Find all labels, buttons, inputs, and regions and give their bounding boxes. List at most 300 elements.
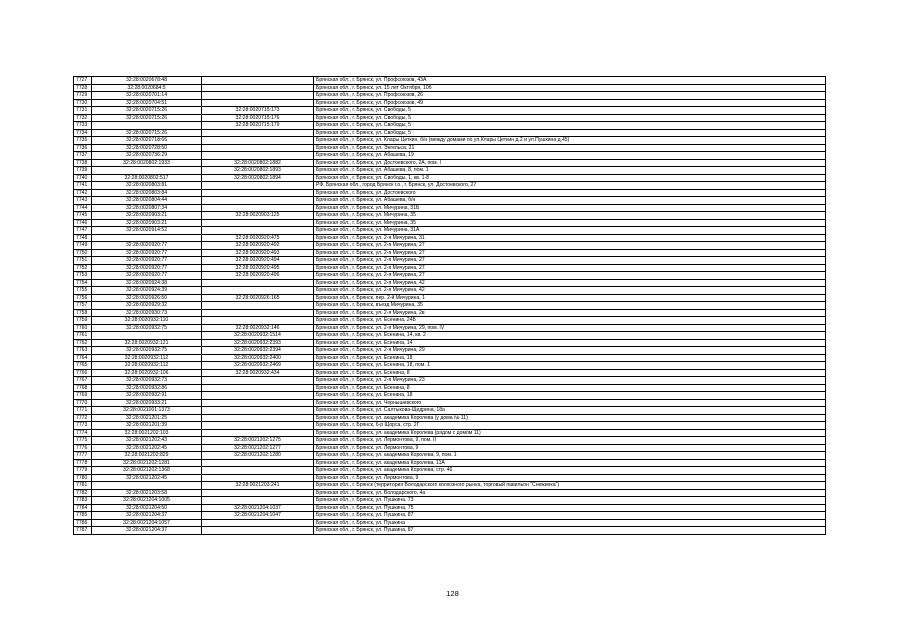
land-cadastral-number: 32:28:0020932:106: [92, 369, 202, 377]
table-row: [74, 504, 826, 512]
table-row: [74, 452, 826, 460]
building-cadastral-number: [202, 77, 314, 85]
address: Брянская обл., г. Брянск, ул. 2-я Мичурина, 27: [314, 249, 826, 257]
row-number: 7784: [74, 504, 92, 512]
land-cadastral-number: 32:28:0020803:84: [92, 189, 202, 197]
address: Брянская обл., г. Брянск, ул. академика Королева, 9, пом. 1: [314, 452, 826, 460]
address: Брянская обл., г. Брянск, ул. 2-я Мичурина, 2в: [314, 309, 826, 317]
table-row: [74, 114, 826, 122]
land-cadastral-number: 32:28:0020932:86: [92, 384, 202, 392]
address: Брянская обл., г. Брянск, ул. 2-я Мичурина, 42: [314, 279, 826, 287]
land-cadastral-number: 32:28:0021202:43: [92, 437, 202, 445]
land-cadastral-number: [92, 122, 202, 130]
address: Брянская обл., г. Брянск, ул. Свободы, 5: [314, 122, 826, 130]
row-number: 7729: [74, 92, 92, 100]
building-cadastral-number: 32:28:0020715:173: [202, 107, 314, 115]
land-cadastral-number: 32:28:0020803:81: [92, 182, 202, 190]
row-number: 7748: [74, 234, 92, 242]
building-cadastral-number: [202, 204, 314, 212]
address: Брянская обл., г. Брянск, ул. Салтыкова-Щедрина, 18а: [314, 407, 826, 415]
table-row: [74, 144, 826, 152]
row-number: 7786: [74, 519, 92, 527]
table-row: [74, 437, 826, 445]
building-cadastral-number: [202, 129, 314, 137]
address: Брянская обл., г. Брянск, ул. Профсоюзов, 26: [314, 92, 826, 100]
row-number: 7782: [74, 489, 92, 497]
land-cadastral-number: 32:28:0021202:103: [92, 429, 202, 437]
address: Брянская обл., г. Брянск, ул. Мичурина, 35: [314, 212, 826, 220]
land-cadastral-number: 32:28:0021201:39: [92, 422, 202, 430]
table-row: [74, 429, 826, 437]
address: Брянская обл., г. Брянск, ул. академика Королева (у дома № 11): [314, 414, 826, 422]
row-number: 7735: [74, 137, 92, 145]
table-row: [74, 317, 826, 325]
land-cadastral-number: 32:28:0020932:91: [92, 392, 202, 400]
table-row: [74, 287, 826, 295]
address: Брянская обл., г. Брянск, ул. Мичурина, 35: [314, 219, 826, 227]
table-row: [74, 407, 826, 415]
building-cadastral-number: 32:28:0020715:176: [202, 114, 314, 122]
land-cadastral-number: 32:28:0020920:77: [92, 272, 202, 280]
building-cadastral-number: 32:28:0021202:1280: [202, 452, 314, 460]
row-number: 7769: [74, 392, 92, 400]
table-row: [74, 474, 826, 482]
table-row: [74, 122, 826, 130]
table-row: [74, 189, 826, 197]
land-cadastral-number: [92, 234, 202, 242]
building-cadastral-number: [202, 279, 314, 287]
table-row: [74, 234, 826, 242]
table-row: [74, 377, 826, 385]
row-number: 7756: [74, 294, 92, 302]
building-cadastral-number: 32:28:0020932:2469: [202, 362, 314, 370]
land-cadastral-number: 32:28:0021203:58: [92, 489, 202, 497]
row-number: 7758: [74, 309, 92, 317]
address: Брянская обл., г. Брянск, ул. Есенина, 18: [314, 354, 826, 362]
address: Брянская обл., г. Брянск, ул. Профсоюзов, 49: [314, 99, 826, 107]
table-row: [74, 77, 826, 85]
building-cadastral-number: [202, 429, 314, 437]
table-row: [74, 354, 826, 362]
building-cadastral-number: [202, 422, 314, 430]
land-cadastral-number: 32:28:0021202:45: [92, 474, 202, 482]
building-cadastral-number: 32:28:0020932:434: [202, 369, 314, 377]
building-cadastral-number: 32:28:0020802:1893: [202, 167, 314, 175]
row-number: 7765: [74, 362, 92, 370]
row-number: 7767: [74, 377, 92, 385]
row-number: 7780: [74, 474, 92, 482]
table-row: [74, 512, 826, 520]
building-cadastral-number: 32:28:0020932:146: [202, 324, 314, 332]
table-row: [74, 519, 826, 527]
table-row: [74, 99, 826, 107]
land-cadastral-number: 32:28:0020728:50: [92, 144, 202, 152]
land-cadastral-number: [92, 482, 202, 490]
row-number: 7764: [74, 354, 92, 362]
building-cadastral-number: [202, 189, 314, 197]
row-number: 7762: [74, 339, 92, 347]
address: Брянская обл., г. Брянск, ул. Пушкина, 87: [314, 527, 826, 535]
land-cadastral-number: 32:28:0021204:37: [92, 512, 202, 520]
land-cadastral-number: 32:28:0021204:1005: [92, 497, 202, 505]
table-row: [74, 332, 826, 340]
row-number: 7773: [74, 422, 92, 430]
building-cadastral-number: [202, 227, 314, 235]
building-cadastral-number: [202, 384, 314, 392]
land-cadastral-number: 32:28:0020736:29: [92, 152, 202, 160]
address: Брянская обл., г. Брянск, ул. Лермонтова, 9: [314, 444, 826, 452]
table-row: [74, 339, 826, 347]
table-row: [74, 384, 826, 392]
address: Брянская обл., г. Брянск, ул. 15 лет Октября, 10б: [314, 84, 826, 92]
building-cadastral-number: [202, 474, 314, 482]
building-cadastral-number: [202, 407, 314, 415]
address: Брянская обл., г. Брянск, ул. Свободы, 5: [314, 129, 826, 137]
address: Брянская обл., г. Брянск, ул. 2-я Мичурина, 29: [314, 347, 826, 355]
building-cadastral-number: [202, 137, 314, 145]
land-cadastral-number: 32:28:0020933:21: [92, 399, 202, 407]
land-cadastral-number: 32:28:0020903:21: [92, 212, 202, 220]
land-cadastral-number: 32:28:0020932:112: [92, 362, 202, 370]
building-cadastral-number: 32:28:0020802:1894: [202, 174, 314, 182]
row-number: 7734: [74, 129, 92, 137]
land-cadastral-number: 32:28:0020914:52: [92, 227, 202, 235]
land-cadastral-number: 32:28:0021204:1057: [92, 519, 202, 527]
row-number: 7740: [74, 174, 92, 182]
building-cadastral-number: [202, 317, 314, 325]
table-row: [74, 497, 826, 505]
table-row: [74, 467, 826, 475]
table-row: [74, 167, 826, 175]
building-cadastral-number: 32:28:0020932:2400: [202, 354, 314, 362]
row-number: 7754: [74, 279, 92, 287]
row-number: 7736: [74, 144, 92, 152]
address: Брянская обл., г. Брянск, ул. Профсоюзов, 43А: [314, 77, 826, 85]
building-cadastral-number: 32:28:0020920:496: [202, 272, 314, 280]
row-number: 7749: [74, 242, 92, 250]
land-cadastral-number: 32:28:0020924:38: [92, 279, 202, 287]
building-cadastral-number: 32:28:0020802:1882: [202, 159, 314, 167]
land-cadastral-number: 32:28:0020684:5: [92, 84, 202, 92]
row-number: 7759: [74, 317, 92, 325]
building-cadastral-number: [202, 527, 314, 535]
address: Брянская обл., г. Брянск, ул. Есенина, 18: [314, 392, 826, 400]
building-cadastral-number: 32:28:0020920:494: [202, 257, 314, 265]
land-cadastral-number: 32:28:0020930:73: [92, 309, 202, 317]
row-number: 7755: [74, 287, 92, 295]
address: Брянская обл., г. Брянск, ул. 2-я Мичурина, 27: [314, 272, 826, 280]
row-number: 7761: [74, 332, 92, 340]
table-row: [74, 107, 826, 115]
address: Брянская обл., г. Брянск, ул. 2-я Мичурина, 27: [314, 242, 826, 250]
table-row: [74, 227, 826, 235]
row-number: 7787: [74, 527, 92, 535]
table-row: [74, 324, 826, 332]
land-cadastral-number: 32:28:0020932:110: [92, 317, 202, 325]
land-cadastral-number: 32:28:0020924:39: [92, 287, 202, 295]
land-cadastral-number: 32:28:0020802:517: [92, 174, 202, 182]
table-row: [74, 264, 826, 272]
building-cadastral-number: [202, 489, 314, 497]
row-number: 7752: [74, 264, 92, 272]
row-number: 7783: [74, 497, 92, 505]
address: Брянская обл., г. Брянск, ул. 2-я Мичурина, 23: [314, 377, 826, 385]
building-cadastral-number: [202, 459, 314, 467]
table-row: [74, 159, 826, 167]
building-cadastral-number: 32:28:0021204:1037: [202, 504, 314, 512]
address: Брянская обл., г. Брянск, ул. Пушкина, 75: [314, 504, 826, 512]
building-cadastral-number: [202, 99, 314, 107]
table-row: [74, 422, 826, 430]
row-number: 7775: [74, 437, 92, 445]
property-register-table: [73, 76, 826, 535]
table-row: [74, 527, 826, 535]
table-row: [74, 257, 826, 265]
building-cadastral-number: [202, 377, 314, 385]
table-body: [74, 77, 826, 535]
address: Брянская обл., г. Брянск, ул. Абашева, 19: [314, 152, 826, 160]
row-number: 7732: [74, 114, 92, 122]
table-row: [74, 197, 826, 205]
row-number: 7750: [74, 249, 92, 257]
table-row: [74, 362, 826, 370]
land-cadastral-number: 32:28:0020715:26: [92, 114, 202, 122]
land-cadastral-number: 32:28:0021202:829: [92, 452, 202, 460]
building-cadastral-number: 32:28:0020932:2393: [202, 339, 314, 347]
building-cadastral-number: 32:28:0020920:495: [202, 264, 314, 272]
row-number: 7733: [74, 122, 92, 130]
table-row: [74, 414, 826, 422]
land-cadastral-number: [92, 167, 202, 175]
building-cadastral-number: 32:28:0020715:179: [202, 122, 314, 130]
building-cadastral-number: [202, 497, 314, 505]
address: Брянская обл., г. Брянск, пер. 2-й Мичурина, 1: [314, 294, 826, 302]
row-number: 7743: [74, 197, 92, 205]
row-number: 7742: [74, 189, 92, 197]
row-number: 7745: [74, 212, 92, 220]
building-cadastral-number: [202, 399, 314, 407]
row-number: 7757: [74, 302, 92, 310]
address: Брянская обл., г. Брянск, ул. Лермонтова, 9: [314, 474, 826, 482]
row-number: 7744: [74, 204, 92, 212]
building-cadastral-number: 32:28:0020932:1514: [202, 332, 314, 340]
row-number: 7771: [74, 407, 92, 415]
table-row: [74, 92, 826, 100]
land-cadastral-number: 32:28:0020802:1933: [92, 159, 202, 167]
row-number: 7770: [74, 399, 92, 407]
table-row: [74, 482, 826, 490]
table-row: [74, 129, 826, 137]
table-row: [74, 279, 826, 287]
address: Брянская обл., г. Брянск, ул. Есенина, 24Б: [314, 317, 826, 325]
row-number: 7739: [74, 167, 92, 175]
address: Брянская обл., г. Брянск, ул. 2-я Мичурина, 27: [314, 257, 826, 265]
address: Брянская обл., г. Брянск, ул. Есенина, 14, кв. 2: [314, 332, 826, 340]
address: Брянская обл., г. Брянск, ул. Чернышевского: [314, 399, 826, 407]
address: Брянская обл., г. Брянск, ул. Свободы, 5: [314, 114, 826, 122]
building-cadastral-number: 32:28:0020920:493: [202, 249, 314, 257]
address: Брянская обл., г. Брянск, ул. Абашева, 8, пом. 1: [314, 167, 826, 175]
row-number: 7731: [74, 107, 92, 115]
building-cadastral-number: 32:28:0021202:1275: [202, 437, 314, 445]
building-cadastral-number: [202, 414, 314, 422]
page-number: 128: [446, 589, 459, 598]
building-cadastral-number: 32:28:0020903:125: [202, 212, 314, 220]
table-row: [74, 152, 826, 160]
building-cadastral-number: [202, 302, 314, 310]
building-cadastral-number: [202, 219, 314, 227]
land-cadastral-number: 32:28:0020807:34: [92, 204, 202, 212]
land-cadastral-number: 32:28:0021204:37: [92, 527, 202, 535]
row-number: 7774: [74, 429, 92, 437]
address: Брянская обл., г. Брянск, ул. Есенина, 18, пом. 1: [314, 362, 826, 370]
row-number: 7766: [74, 369, 92, 377]
land-cadastral-number: 32:28:0020903:21: [92, 219, 202, 227]
row-number: 7785: [74, 512, 92, 520]
row-number: 7753: [74, 272, 92, 280]
row-number: 7751: [74, 257, 92, 265]
table-row: [74, 219, 826, 227]
table-row: [74, 309, 826, 317]
address: Брянская обл., г. Брянск, ул. Пушкина, 87: [314, 512, 826, 520]
building-cadastral-number: [202, 519, 314, 527]
building-cadastral-number: [202, 392, 314, 400]
land-cadastral-number: 32:28:0021204:50: [92, 504, 202, 512]
building-cadastral-number: [202, 287, 314, 295]
land-cadastral-number: 32:28:0020929:32: [92, 302, 202, 310]
building-cadastral-number: [202, 152, 314, 160]
address: Брянская обл., г. Брянск, ул. 2-я Мичурина, 31: [314, 234, 826, 242]
row-number: 7746: [74, 219, 92, 227]
building-cadastral-number: [202, 309, 314, 317]
address: Брянская обл., г. Брянск, ул. 2-я Мичурина, 27: [314, 264, 826, 272]
table-row: [74, 444, 826, 452]
row-number: 7768: [74, 384, 92, 392]
table-row: [74, 84, 826, 92]
building-cadastral-number: [202, 182, 314, 190]
building-cadastral-number: 32:28:0020926:165: [202, 294, 314, 302]
land-cadastral-number: 32:28:0020704:51: [92, 99, 202, 107]
address: Брянская обл., г. Брянск, ул. Есенина, 8: [314, 369, 826, 377]
address: Брянская обл., г. Брянск, б-р Щорса, стр. 2Г: [314, 422, 826, 430]
row-number: 7728: [74, 84, 92, 92]
land-cadastral-number: 32:28:0020715:26: [92, 129, 202, 137]
land-cadastral-number: 32:28:0021202:1281: [92, 459, 202, 467]
address: Брянская обл., г. Брянск, ул. Энгельса, 21: [314, 144, 826, 152]
address: Брянская обл., г. Брянск, ул. Есенина, 14: [314, 339, 826, 347]
land-cadastral-number: 32:28:0020932:112: [92, 354, 202, 362]
table-row: [74, 302, 826, 310]
land-cadastral-number: 32:28:0020715:26: [92, 107, 202, 115]
table-row: [74, 272, 826, 280]
row-number: 7777: [74, 452, 92, 460]
table-row: [74, 249, 826, 257]
land-cadastral-number: 32:28:0021202:45: [92, 444, 202, 452]
row-number: 7763: [74, 347, 92, 355]
table-row: [74, 174, 826, 182]
row-number: 7778: [74, 459, 92, 467]
building-cadastral-number: 32:28:0021204:1047: [202, 512, 314, 520]
land-cadastral-number: 32:28:0020718:66: [92, 137, 202, 145]
address: Брянская обл., г. Брянск, ул. Есенина, 8: [314, 384, 826, 392]
address: Брянская обл., г. Брянск, ул. Достоевского: [314, 189, 826, 197]
address: Брянская обл., г. Брянск, ул. Мичурина, 31Б: [314, 204, 826, 212]
address: Брянская обл., г. Брянск (территория Володарского колхозного рынка, торговый павильон "Снежинка"): [314, 482, 826, 490]
address: Брянская обл., г. Брянск, ул. Лермонтова, 9, пом. II: [314, 437, 826, 445]
address: Брянская обл., г. Брянск, ул. академика Королева (рядом с домом 11): [314, 429, 826, 437]
table-row: [74, 204, 826, 212]
building-cadastral-number: [202, 92, 314, 100]
land-cadastral-number: 32:28:0020804:44: [92, 197, 202, 205]
address: Брянская обл., г. Брянск, въезд Мичурина, 35: [314, 302, 826, 310]
building-cadastral-number: 32:28:0020920:492: [202, 242, 314, 250]
row-number: 7776: [74, 444, 92, 452]
address: Брянская обл., г. Брянск, ул. Пушкина, 73: [314, 497, 826, 505]
table-row: [74, 392, 826, 400]
address: РФ, Брянская обл., город Брянск г.о., г. Брянск, ул. Достоевского, 27: [314, 182, 826, 190]
row-number: 7737: [74, 152, 92, 160]
land-cadastral-number: 32:28:0021201:25: [92, 414, 202, 422]
row-number: 7779: [74, 467, 92, 475]
land-cadastral-number: 32:28:0020932:75: [92, 347, 202, 355]
building-cadastral-number: [202, 144, 314, 152]
table-row: [74, 489, 826, 497]
address: Брянская обл., г. Брянск, ул. Абашева, б/н: [314, 197, 826, 205]
land-cadastral-number: 32:28:0020678:48: [92, 77, 202, 85]
building-cadastral-number: [202, 467, 314, 475]
building-cadastral-number: 32:28:0021203:241: [202, 482, 314, 490]
table-row: [74, 399, 826, 407]
address: Брянская обл., г. Брянск, ул. академика Королева, 11А: [314, 459, 826, 467]
address: Брянская обл., г. Брянск, ул. Свободы, 5: [314, 107, 826, 115]
land-cadastral-number: 32:28:0020920:77: [92, 249, 202, 257]
row-number: 7781: [74, 482, 92, 490]
table-row: [74, 294, 826, 302]
row-number: 7760: [74, 324, 92, 332]
address: Брянская обл., г. Брянск, ул. Мичурина, 31А: [314, 227, 826, 235]
address: Брянская обл., г. Брянск, ул. Достоевского, 2А, пом. I: [314, 159, 826, 167]
land-cadastral-number: 32:28:0020701:14: [92, 92, 202, 100]
row-number: 7727: [74, 77, 92, 85]
table-row: [74, 369, 826, 377]
land-cadastral-number: 32:28:0020926:50: [92, 294, 202, 302]
address: Брянская обл., г. Брянск, ул. 2-я Мичурина, 42: [314, 287, 826, 295]
land-cadastral-number: 32:28:0020932:73: [92, 377, 202, 385]
row-number: 7747: [74, 227, 92, 235]
building-cadastral-number: 32:28:0020920:475: [202, 234, 314, 242]
land-cadastral-number: [92, 332, 202, 340]
building-cadastral-number: 32:28:0021202:1277: [202, 444, 314, 452]
row-number: 7730: [74, 99, 92, 107]
table-row: [74, 182, 826, 190]
address: Брянская обл., г. Брянск, ул. Свободы, 1, кв. 1-8: [314, 174, 826, 182]
land-cadastral-number: 32:28:0020932:121: [92, 339, 202, 347]
table-row: [74, 137, 826, 145]
land-cadastral-number: 32:28:0020920:77: [92, 242, 202, 250]
land-cadastral-number: 32:28:0020932:75: [92, 324, 202, 332]
land-cadastral-number: 32:28:0020920:77: [92, 264, 202, 272]
address: Брянская обл., г. Брянск, ул. 2-я Мичурина, 29, пом. IV: [314, 324, 826, 332]
table-row: [74, 212, 826, 220]
row-number: 7738: [74, 159, 92, 167]
address: Брянская обл., г. Брянск, ул. Пушкина: [314, 519, 826, 527]
land-cadastral-number: 32:28:0021001:1373: [92, 407, 202, 415]
row-number: 7741: [74, 182, 92, 190]
row-number: 7772: [74, 414, 92, 422]
address: Брянская обл., г. Брянск, ул. академика Королева, стр. 46: [314, 467, 826, 475]
table-row: [74, 347, 826, 355]
table-row: [74, 459, 826, 467]
